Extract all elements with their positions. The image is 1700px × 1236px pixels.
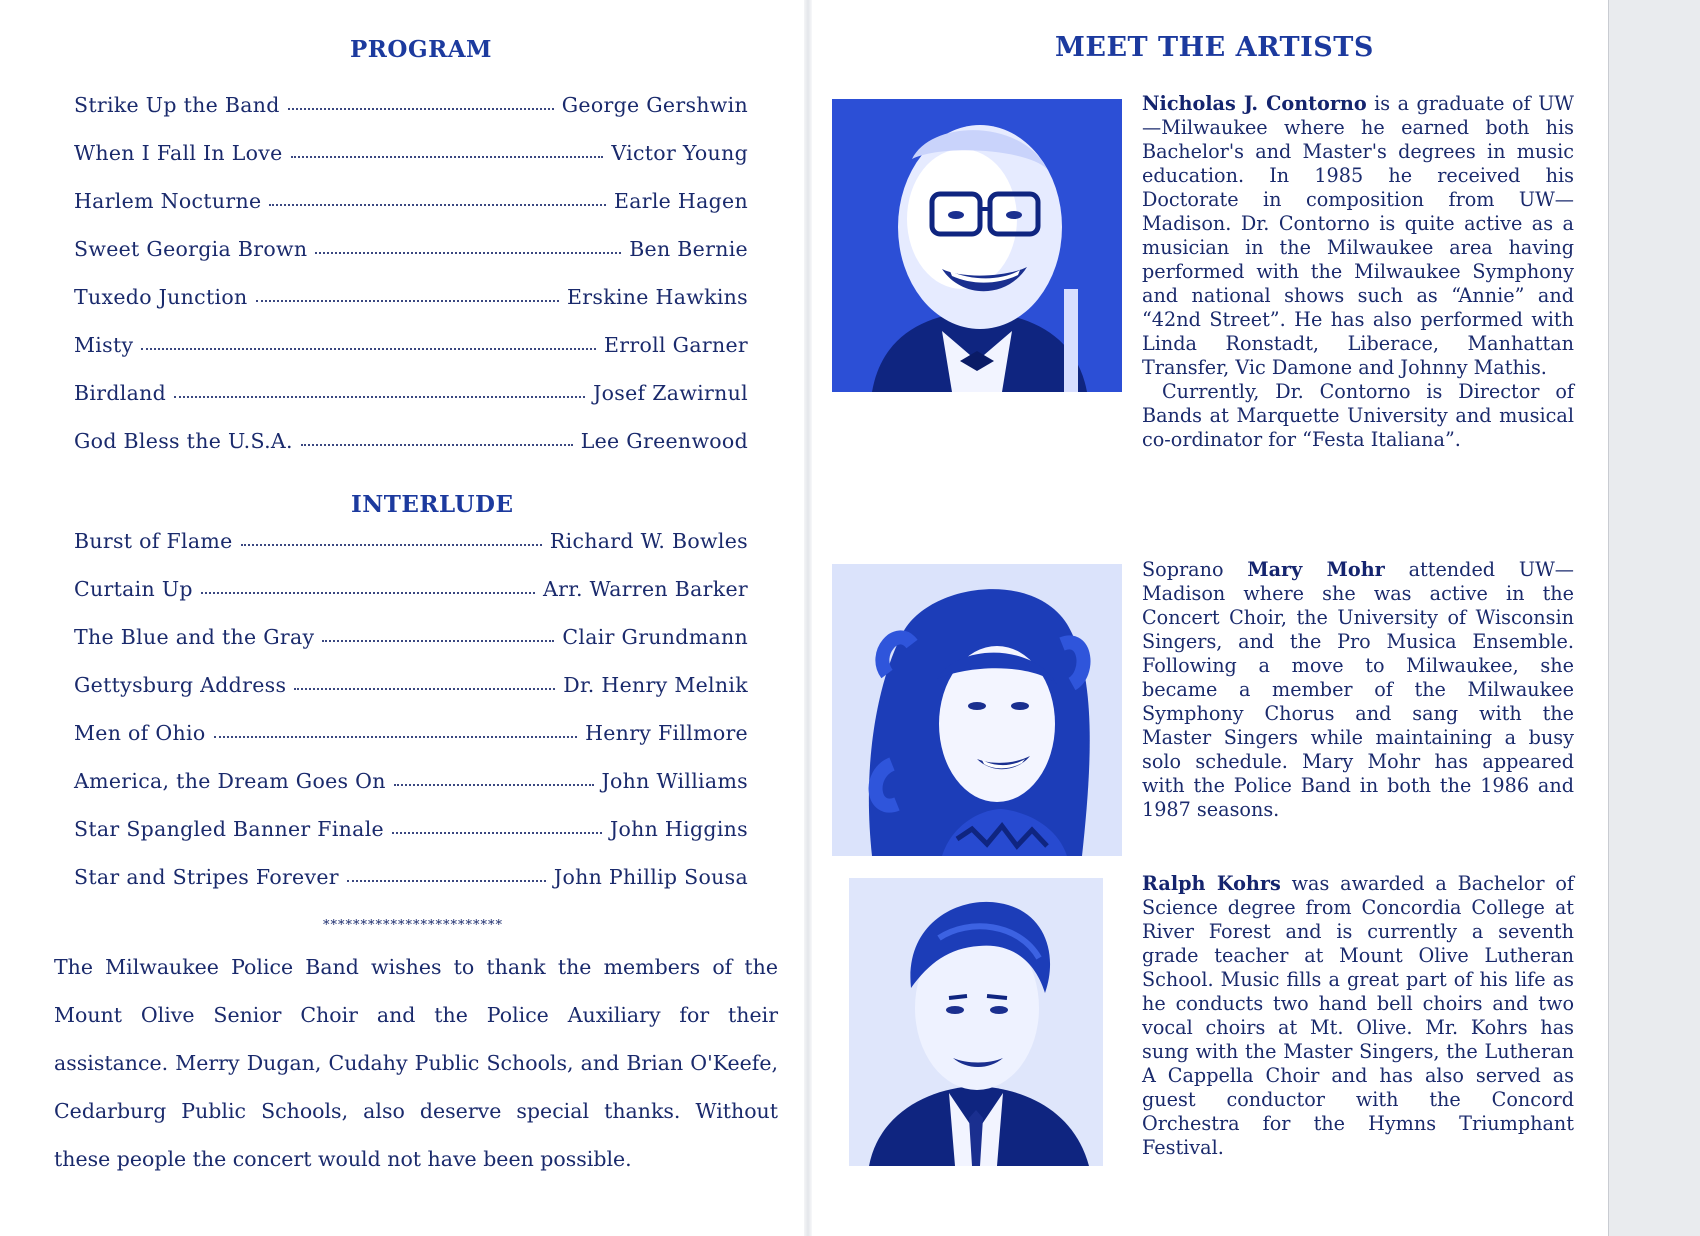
artist-photo-mohr <box>832 564 1122 856</box>
piece-title: Misty <box>74 333 134 357</box>
dot-leader <box>322 636 554 642</box>
dot-leader <box>201 588 535 594</box>
piece-title: Curtain Up <box>74 577 193 601</box>
separator-stars: ************************ <box>323 918 503 933</box>
program-heading: PROGRAM <box>350 36 493 63</box>
piece-title: Tuxedo Junction <box>74 285 248 309</box>
program-item <box>74 285 748 333</box>
program-item <box>74 333 748 381</box>
dot-leader <box>294 684 555 690</box>
piece-composer: Erskine Hawkins <box>567 285 748 309</box>
piece-title: Men of Ohio <box>74 721 206 745</box>
portrait-man-suit-image <box>849 878 1103 1166</box>
bio-contorno <box>1142 92 1574 452</box>
piece-composer: Richard W. Bowles <box>549 529 748 553</box>
piece-title: Star Spangled Banner Finale <box>74 817 384 841</box>
bio-lead: Soprano <box>1142 558 1248 581</box>
thanks-paragraph: The Milwaukee Police Band wishes to thank the members of the Mount Olive Senior Choir and the Police Auxiliary for their assistance. Merry Dugan, Cudahy Public Schools, and Brian O'Keefe, Cedarburg Public Schools, also deserve special thanks. Without these people the concert would not have been possible. <box>54 955 778 1171</box>
program-item <box>74 93 748 141</box>
piece-composer: John Phillip Sousa <box>553 865 748 889</box>
program-item <box>74 865 748 913</box>
piece-title: Strike Up the Band <box>74 93 280 117</box>
program-item <box>74 625 748 673</box>
program-item <box>74 189 748 237</box>
piece-composer: Josef Zawirnul <box>593 381 748 405</box>
program-item <box>74 237 748 285</box>
dot-leader <box>291 152 604 158</box>
bio-contorno-paragraph <box>1142 92 1574 380</box>
program-item <box>74 141 748 189</box>
piece-composer: Lee Greenwood <box>580 429 748 453</box>
dot-leader <box>392 828 602 834</box>
piece-composer: George Gershwin <box>561 93 748 117</box>
piece-title: Birdland <box>74 381 167 405</box>
bio-kohrs-paragraph <box>1142 872 1574 1160</box>
artist-photo-kohrs <box>849 878 1103 1166</box>
dot-leader <box>174 392 585 398</box>
interlude-list <box>74 529 748 913</box>
piece-title: Gettysburg Address <box>74 673 287 697</box>
piece-title: Sweet Georgia Brown <box>74 237 308 261</box>
program-item <box>74 721 748 769</box>
artists-heading: MEET THE ARTISTS <box>1055 32 1374 63</box>
bio-mohr-paragraph <box>1142 558 1574 822</box>
dot-leader <box>301 440 573 446</box>
interlude-heading: INTERLUDE <box>351 491 514 518</box>
dot-leader <box>315 248 621 254</box>
program-item <box>74 429 748 477</box>
bio-text: was awarded a Bachelor of Science degree from Concordia College at River Forest and is currently a seventh grade teacher at Mount Olive Lutheran School. Music fills a great part of his life as he conducts two hand bell choirs and two vocal choirs at Mt. Olive. Mr. Kohrs has sung with the Master Singers, the Lutheran A Cappella Choir and has also served as guest conductor with the Concord Orchestra for the Hymns Triumphant Festival. <box>1142 872 1574 1159</box>
piece-composer: Victor Young <box>611 141 748 165</box>
dot-leader <box>141 344 596 350</box>
page-fold <box>804 0 812 1236</box>
dot-leader <box>347 876 546 882</box>
piece-title: Star and Stripes Forever <box>74 865 339 889</box>
piece-composer: Henry Fillmore <box>585 721 748 745</box>
piece-title: The Blue and the Gray <box>74 625 315 649</box>
program-item <box>74 381 748 429</box>
piece-composer: Clair Grundmann <box>562 625 748 649</box>
portrait-man-glasses-image <box>832 99 1122 392</box>
piece-title: Harlem Nocturne <box>74 189 262 213</box>
bio-contorno-extra: Currently, Dr. Contorno is Director of Bands at Marquette University and musical co-ordinator for “Festa Italiana”. <box>1142 380 1574 451</box>
piece-title: Burst of Flame <box>74 529 233 553</box>
bio-mohr <box>1142 558 1574 822</box>
program-item <box>74 529 748 577</box>
artist-name: Mary Mohr <box>1247 558 1385 581</box>
piece-composer: John Williams <box>601 769 748 793</box>
piece-composer: Earle Hagen <box>613 189 748 213</box>
program-item <box>74 769 748 817</box>
piece-title: America, the Dream Goes On <box>74 769 386 793</box>
bio-kohrs <box>1142 872 1574 1160</box>
artist-name: Ralph Kohrs <box>1142 872 1281 895</box>
dot-leader <box>394 780 594 786</box>
piece-composer: Arr. Warren Barker <box>543 577 748 601</box>
program-list <box>74 93 748 477</box>
program-item <box>74 577 748 625</box>
dot-leader <box>241 540 542 546</box>
artist-name: Nicholas J. Contorno <box>1142 92 1367 115</box>
bio-text: is a graduate of UW—Milwaukee where he earned both his Bachelor's and Master's degrees in music education. In 1985 he received his Doctorate in composition from UW—Madison. Dr. Contorno is quite active as a musician in the Milwaukee area having performed with the Milwaukee Symphony and national shows such as “Annie” and “42nd Street”. He has also performed with Linda Ronstadt, Liberace, Manhattan Transfer, Vic Damone and Johnny Mathis. <box>1142 92 1574 379</box>
dot-leader <box>256 296 560 302</box>
page-edge <box>1608 0 1700 1236</box>
piece-composer: Erroll Garner <box>604 333 748 357</box>
piece-composer: Dr. Henry Melnik <box>563 673 748 697</box>
program-item <box>74 673 748 721</box>
piece-composer: Ben Bernie <box>629 237 748 261</box>
piece-composer: John Higgins <box>609 817 748 841</box>
portrait-woman-curly-hair-image <box>832 564 1122 856</box>
program-item <box>74 817 748 865</box>
dot-leader <box>288 104 554 110</box>
piece-title: When I Fall In Love <box>74 141 283 165</box>
piece-title: God Bless the U.S.A. <box>74 429 293 453</box>
artist-photo-contorno <box>832 99 1122 392</box>
bio-text: attended UW—Madison where she was active in the Concert Choir, the University of Wisconsin Singers, and the Pro Musica Ensemble. Following a move to Milwaukee, she became a member of the Milwaukee Symphony Chorus and sang with the Master Singers while maintaining a busy solo schedule. Mary Mohr has appeared with the Police Band in both the 1986 and 1987 seasons. <box>1142 558 1574 821</box>
dot-leader <box>269 200 606 206</box>
dot-leader <box>214 732 578 738</box>
